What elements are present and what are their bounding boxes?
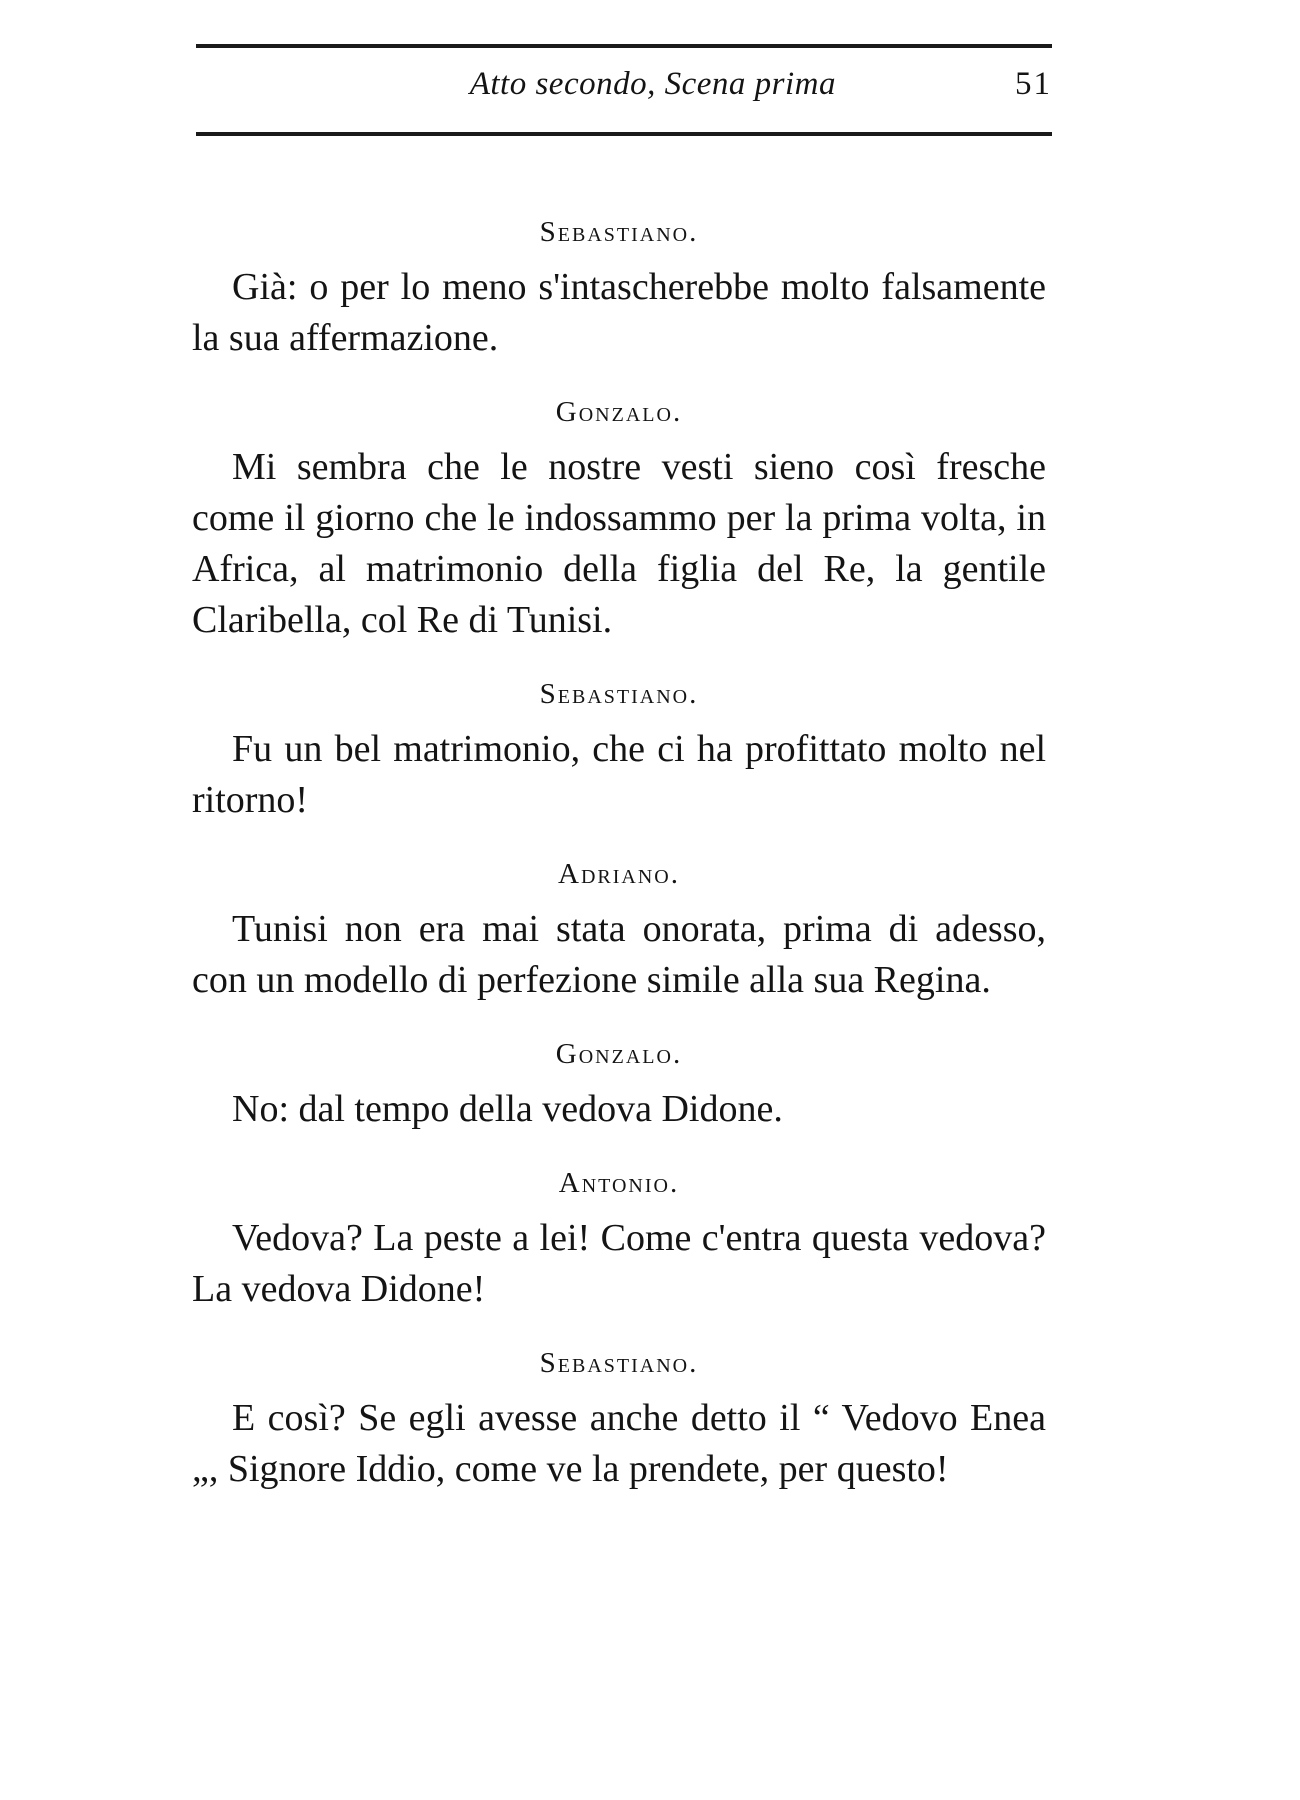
speech-text: Fu un bel matrimonio, che ci ha profittato molto nel ritorno! — [192, 728, 1046, 821]
header-rule-bottom — [196, 132, 1052, 136]
speech-block — [192, 674, 1046, 826]
speaker-name: Sebastiano. — [539, 678, 699, 710]
speech-block — [192, 854, 1046, 1006]
speech-text: Tunisi non era mai stata onorata, prima di adesso, con un modello di perfezione simile alla sua Regina. — [192, 908, 1046, 1001]
speaker-name: Sebastiano. — [539, 1347, 699, 1379]
speech-text: Mi sembra che le nostre vesti sieno così fresche come il giorno che le indossammo per la prima volta, in Africa, al matrimonio della figlia del Re, la gentile Claribella, col Re di Tunisi. — [192, 446, 1046, 641]
header-rule-top — [196, 44, 1052, 48]
speech-text: Già: o per lo meno s'intascherebbe molto falsamente la sua affermazione. — [192, 266, 1046, 359]
speaker-name: Gonzalo. — [555, 1038, 683, 1070]
dialogue-body — [192, 212, 1046, 1523]
speech-text: E così? Se egli avesse anche detto il “ Vedovo Enea „, Signore Iddio, come ve la prendete, per questo! — [192, 1397, 1046, 1490]
page-number: 51 — [1015, 66, 1052, 102]
speech-block — [192, 1163, 1046, 1315]
speaker-name: Antonio. — [558, 1167, 680, 1199]
speech-block — [192, 392, 1046, 646]
speech-block — [192, 212, 1046, 364]
running-title: Atto secondo, Scena prima — [469, 66, 836, 102]
speaker-name: Gonzalo. — [555, 396, 683, 428]
speech-text: Vedova? La peste a lei! Come c'entra questa vedova? La vedova Didone! — [192, 1217, 1046, 1310]
speech-block — [192, 1034, 1046, 1135]
speech-text: No: dal tempo della vedova Didone. — [232, 1088, 783, 1130]
speaker-name: Sebastiano. — [539, 216, 699, 248]
speaker-name: Adriano. — [558, 858, 680, 890]
speech-block — [192, 1343, 1046, 1495]
